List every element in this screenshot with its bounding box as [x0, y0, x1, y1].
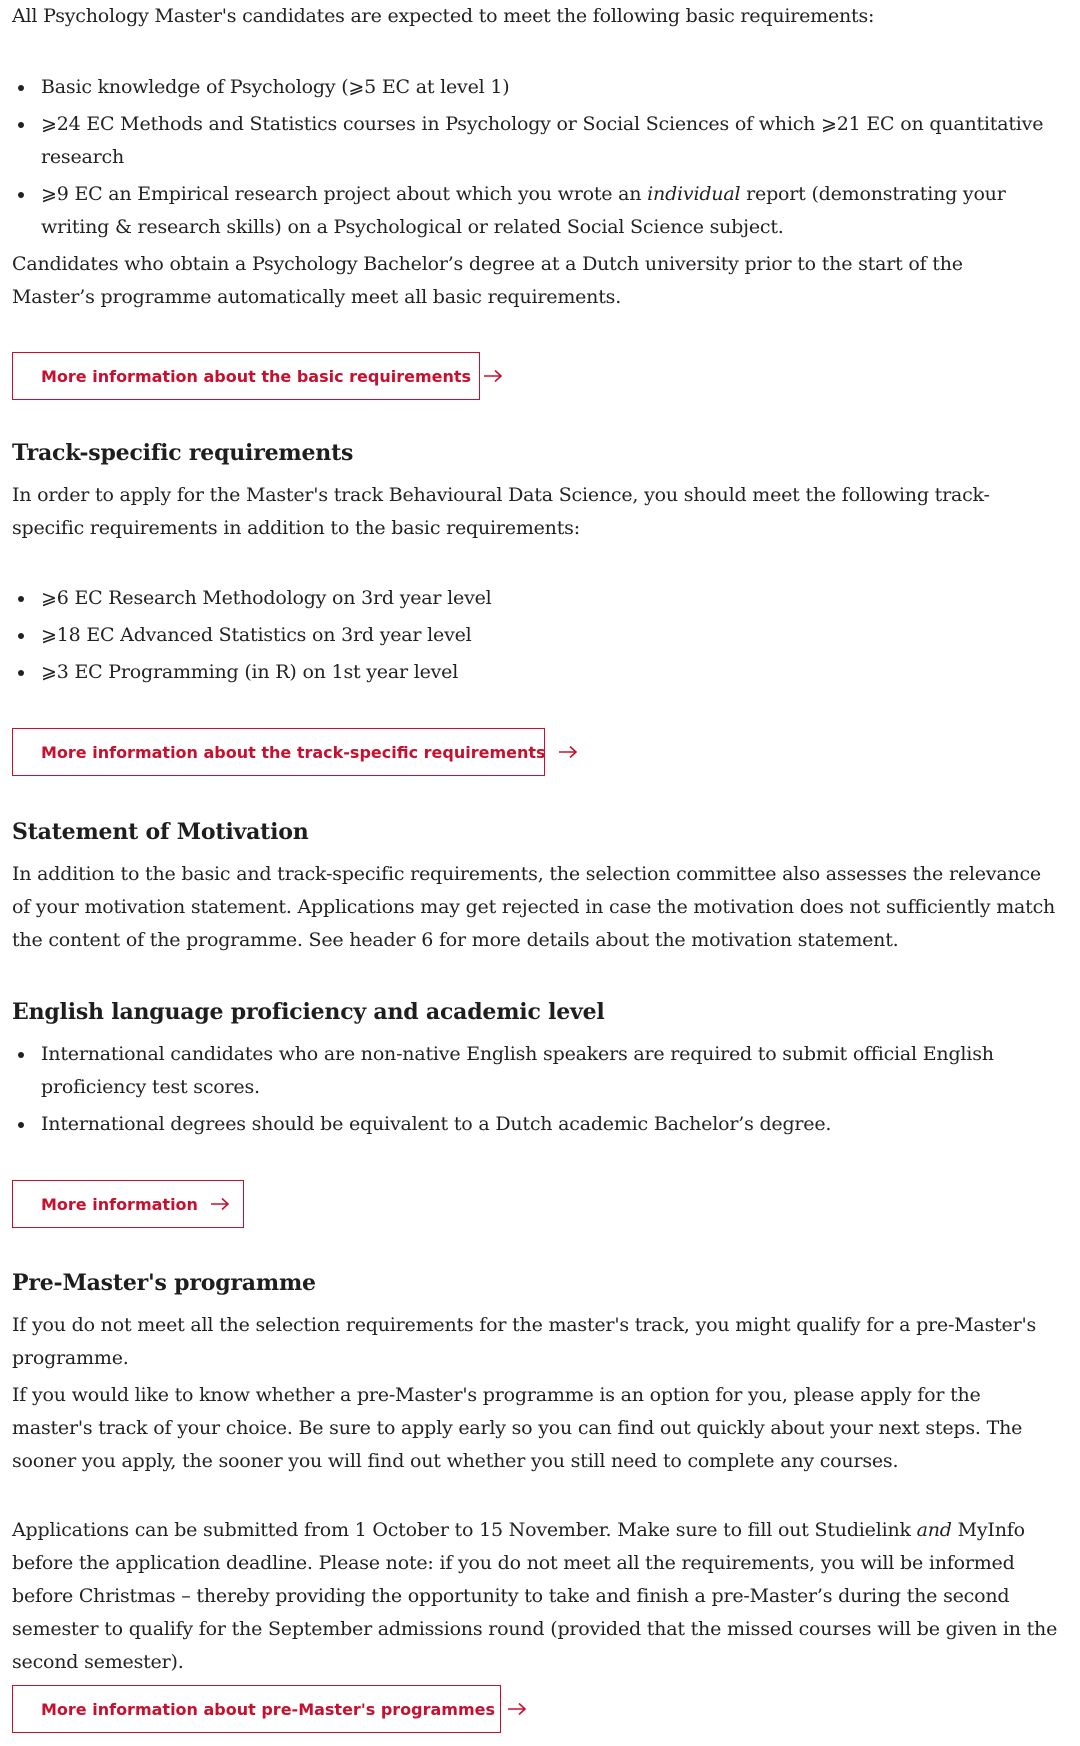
arrow-right-icon — [507, 1702, 527, 1716]
basic-requirements-button[interactable]: More information about the basic requirements — [12, 352, 480, 400]
motivation-heading: Statement of Motivation — [12, 819, 309, 845]
list-item: ⩾3 EC Programming (in R) on 1st year level — [12, 656, 1062, 689]
list-item: Basic knowledge of Psychology (⩾5 EC at level 1) — [12, 71, 1062, 104]
track-heading: Track-specific requirements — [12, 440, 354, 466]
english-requirements-list — [12, 1038, 1062, 1145]
track-requirements-list — [12, 582, 1062, 693]
premaster-more-info-button[interactable]: More information about pre-Master's programmes — [12, 1685, 501, 1733]
arrow-right-icon — [558, 745, 578, 759]
list-item: ⩾18 EC Advanced Statistics on 3rd year level — [12, 619, 1062, 652]
list-item: International candidates who are non-native English speakers are required to submit official English proficiency test scores. — [12, 1038, 1062, 1104]
track-text: In order to apply for the Master's track Behavioural Data Science, you should meet the following track-specific requirements in addition to the basic requirements: — [12, 484, 990, 539]
list-item: ⩾9 EC an Empirical research project about which you wrote an individual report (demonstrating your writing & research skills) on a Psychological or related Social Science subject. — [12, 178, 1062, 244]
arrow-right-icon — [210, 1197, 230, 1211]
premaster-heading: Pre-Master's programme — [12, 1270, 316, 1296]
list-item: ⩾24 EC Methods and Statistics courses in Psychology or Social Sciences of which ⩾21 EC on quantitative research — [12, 108, 1062, 174]
premaster-text-2: If you would like to know whether a pre-Master's programme is an option for you, please apply for the master's track of your choice. Be sure to apply early so you can find out quickly about your next steps. The sooner you apply, the sooner you will find out whether you still need to complete any courses. — [12, 1384, 1023, 1472]
list-item: ⩾6 EC Research Methodology on 3rd year level — [12, 582, 1062, 615]
dutch-degree-note: Candidates who obtain a Psychology Bachelor’s degree at a Dutch university prior to the start of the Master’s programme automatically meet all basic requirements. — [12, 253, 963, 308]
intro-text: All Psychology Master's candidates are expected to meet the following basic requirements: — [12, 5, 875, 27]
track-requirements-button[interactable]: More information about the track-specific requirements — [12, 728, 545, 776]
premaster-text-3: Applications can be submitted from 1 October to 15 November. Make sure to fill out Studielink and MyInfo before the application deadline. Please note: if you do not meet all the requirements, you will be informed before Christmas – thereby providing the opportunity to take and finish a pre-Master’s during the second semester to qualify for the September admissions round (provided that the missed courses will be given in the second semester). — [12, 1519, 1058, 1673]
list-item: International degrees should be equivalent to a Dutch academic Bachelor’s degree. — [12, 1108, 1062, 1141]
premaster-text-1: If you do not meet all the selection requirements for the master's track, you might qualify for a pre-Master's programme. — [12, 1314, 1037, 1369]
basic-requirements-list — [12, 71, 1062, 248]
english-more-info-button[interactable]: More information — [12, 1180, 244, 1228]
english-heading: English language proficiency and academic level — [12, 999, 605, 1025]
arrow-right-icon — [483, 369, 503, 383]
motivation-text: In addition to the basic and track-specific requirements, the selection committee also assesses the relevance of your motivation statement. Applications may get rejected in case the motivation does not sufficiently match the content of the programme. See header 6 for more details about the motivation statement. — [12, 863, 1056, 951]
